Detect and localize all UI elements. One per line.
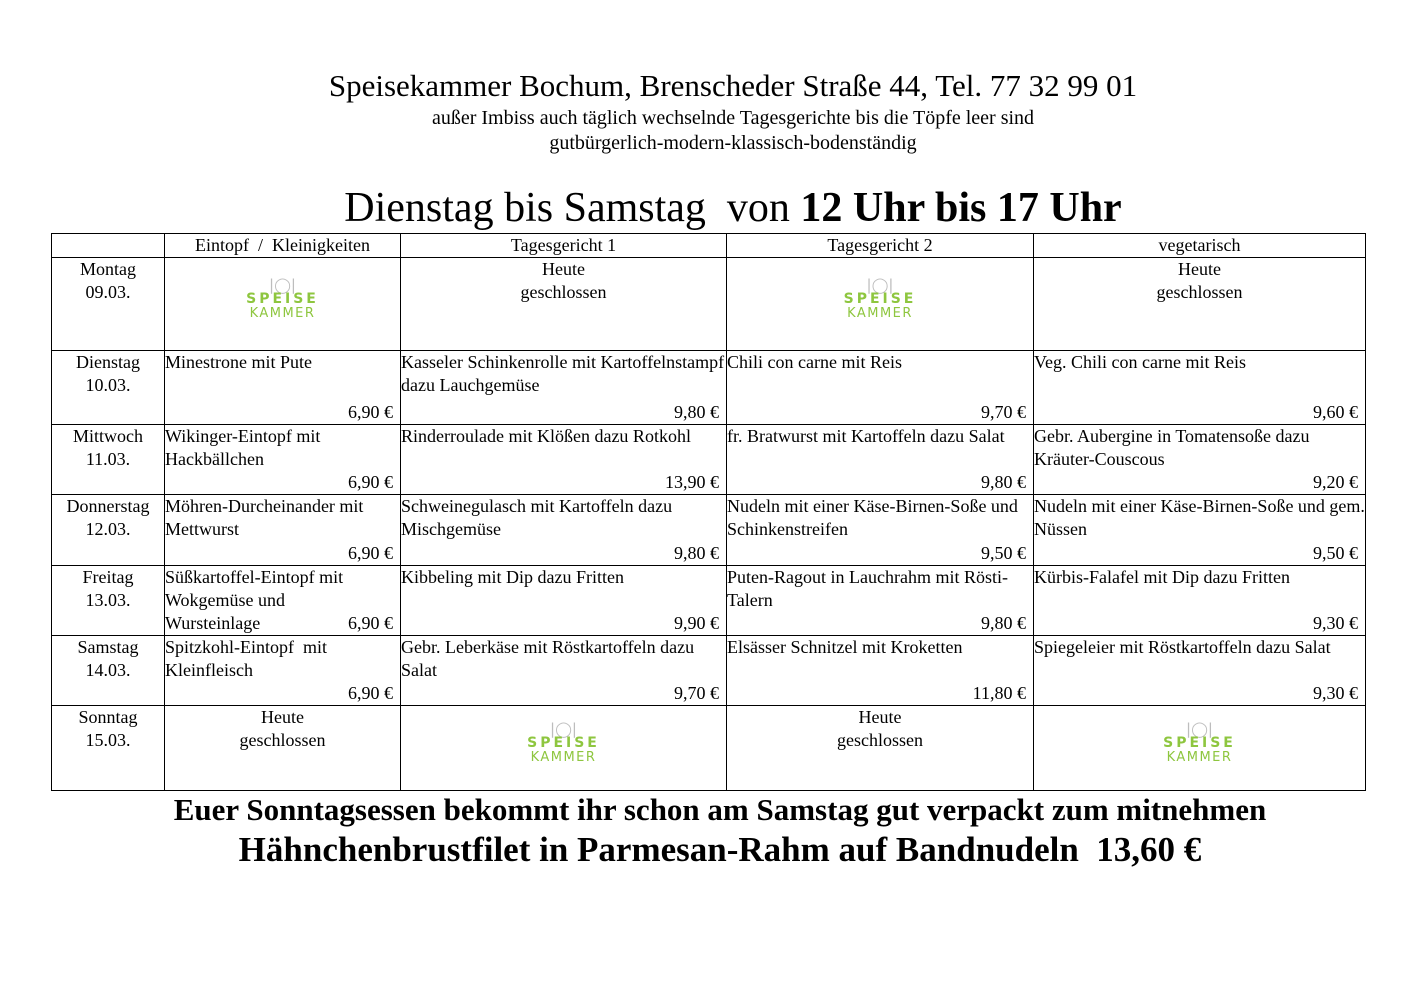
speisekammer-logo: |◯| SPEISE KAMMER [1163, 720, 1236, 765]
cutlery-icon: |◯| [866, 276, 894, 294]
dish-cell [165, 351, 401, 425]
table-row [52, 636, 1366, 706]
subtitle-1: außer Imbiss auch täglich wechselnde Tagesgerichte bis die Töpfe leer sind [431, 107, 1035, 129]
cutlery-icon: |◯| [269, 276, 296, 294]
dish-text: Kibbeling mit Dip dazu Fritten [401, 567, 624, 587]
day-name: Freitag [82, 567, 134, 587]
dish-price: 9,80 € [674, 543, 719, 563]
dish-text: Schweinegulasch mit Kartoffeln dazu Mischgemüse [401, 496, 673, 539]
dish-price: 6,90 € [348, 402, 393, 422]
day-cell [52, 351, 165, 425]
dish-cell [727, 566, 1034, 636]
dish-cell [165, 495, 401, 566]
logo-cell [165, 258, 401, 351]
dish-cell [1034, 425, 1366, 495]
menu-table [51, 233, 1366, 791]
dish-cell [401, 425, 727, 495]
day-date: 11.03. [85, 449, 131, 469]
day-date: 13.03. [85, 590, 131, 610]
day-name: Donnerstag [66, 496, 150, 516]
dish-price: 9,70 € [981, 402, 1026, 422]
column-header: vegetarisch [1034, 234, 1366, 258]
dish-price: 6,90 € [348, 543, 393, 563]
table-row [52, 351, 1366, 425]
closed-cell: Heute geschlossen [727, 706, 1034, 791]
day-date: 15.03. [85, 730, 131, 750]
logo-cell [1034, 706, 1366, 791]
day-date: 14.03. [85, 660, 131, 680]
dish-cell [165, 425, 401, 495]
dish-text: Spiegeleier mit Röstkartoffeln dazu Salat [1034, 637, 1331, 657]
sunday-notice: Euer Sonntagsessen bekommt ihr schon am Samstag gut verpackt zum mitnehmen [173, 792, 1267, 827]
dish-text: Kürbis-Falafel mit Dip dazu Fritten [1034, 567, 1290, 587]
day-date: 12.03. [85, 519, 131, 539]
dish-text: Nudeln mit einer Käse-Birnen-Soße und Schinkenstreifen [727, 496, 1018, 539]
dish-price: 9,80 € [674, 402, 719, 422]
dish-text: Spitzkohl-Eintopf mit Kleinfleisch [165, 637, 332, 680]
day-name: Mittwoch [73, 426, 143, 446]
dish-price: 9,30 € [1313, 683, 1358, 703]
dish-price: 9,50 € [1313, 543, 1358, 563]
day-cell [52, 706, 165, 791]
speisekammer-logo: |◯| SPEISE KAMMER [527, 720, 600, 765]
dish-text: Kasseler Schinkenrolle mit Kartoffelnstampf dazu Lauchgemüse [401, 352, 725, 395]
dish-cell [165, 636, 401, 706]
table-row [52, 706, 1366, 791]
column-header: Eintopf / Kleinigkeiten [165, 234, 401, 258]
page-title: Speisekammer Bochum, Brenscheder Straße 44, Tel. 77 32 99 01 [328, 68, 1138, 103]
dish-text: Elsässer Schnitzel mit Kroketten [727, 637, 963, 657]
dish-text: Nudeln mit einer Käse-Birnen-Soße und gem. Nüssen [1034, 496, 1365, 539]
cutlery-icon: |◯| [550, 720, 577, 738]
dish-text: Wikinger-Eintopf mit Hackbällchen [165, 426, 321, 469]
dish-cell [1034, 495, 1366, 566]
dish-text: Rinderroulade mit Klößen dazu Rotkohl [401, 426, 691, 446]
dish-price: 9,90 € [674, 613, 719, 633]
dish-cell [1034, 636, 1366, 706]
day-cell [52, 495, 165, 566]
opening-hours-prefix: Dienstag bis Samstag von [344, 185, 801, 231]
day-name: Montag [80, 259, 136, 279]
day-date: 10.03. [85, 375, 131, 395]
dish-cell [401, 351, 727, 425]
dish-price: 9,20 € [1313, 472, 1358, 492]
dish-text: Minestrone mit Pute [165, 352, 312, 372]
table-row [52, 495, 1366, 566]
day-cell [52, 566, 165, 636]
dish-text: Puten-Ragout in Lauchrahm mit Rösti-Talern [727, 567, 1008, 610]
dish-cell [727, 495, 1034, 566]
dish-price: 13,90 € [665, 472, 719, 492]
column-header: Tagesgericht 2 [727, 234, 1034, 258]
day-cell [52, 636, 165, 706]
day-name: Dienstag [76, 352, 140, 372]
subtitle-2: gutbürgerlich-modern-klassisch-bodenständig [549, 132, 917, 154]
dish-cell [401, 495, 727, 566]
sunday-dish: Hähnchenbrustfilet in Parmesan-Rahm auf Bandnudeln 13,60 € [238, 830, 1202, 869]
dish-text: Möhren-Durcheinander mit Mettwurst [165, 496, 364, 539]
dish-cell [1034, 566, 1366, 636]
closed-cell: Heute geschlossen [1034, 258, 1366, 351]
dish-cell [727, 425, 1034, 495]
table-row [52, 258, 1366, 351]
dish-text: Chili con carne mit Reis [727, 352, 902, 372]
day-date: 09.03. [85, 282, 131, 302]
dish-text: Gebr. Aubergine in Tomatensoße dazu Kräuter-Couscous [1034, 426, 1310, 469]
speisekammer-logo: |◯| SPEISE KAMMER [843, 276, 917, 321]
dish-price: 11,80 € [972, 683, 1026, 703]
dish-price: 6,90 € [348, 613, 393, 633]
dish-price: 9,70 € [674, 683, 719, 703]
day-cell [52, 258, 165, 351]
dish-cell [727, 636, 1034, 706]
dish-price: 6,90 € [348, 683, 393, 703]
logo-cell [401, 706, 727, 791]
dish-cell [401, 636, 727, 706]
dish-cell [1034, 351, 1366, 425]
dish-cell [401, 566, 727, 636]
day-name: Sonntag [78, 707, 138, 727]
speisekammer-logo: |◯| SPEISE KAMMER [246, 276, 319, 321]
dish-cell [727, 351, 1034, 425]
cutlery-icon: |◯| [1186, 720, 1213, 738]
dish-price: 9,30 € [1313, 613, 1358, 633]
dish-text: Veg. Chili con carne mit Reis [1034, 352, 1246, 372]
dish-text: Gebr. Leberkäse mit Röstkartoffeln dazu Salat [401, 637, 695, 680]
dish-price: 9,50 € [981, 543, 1026, 563]
dish-text: Süßkartoffel-Eintopf mit Wokgemüse und Wursteinlage [165, 567, 344, 633]
dish-price: 9,60 € [1313, 402, 1358, 422]
dish-cell [165, 566, 401, 636]
table-row [52, 425, 1366, 495]
dish-text: fr. Bratwurst mit Kartoffeln dazu Salat [727, 426, 1005, 446]
header-row [52, 234, 1366, 258]
opening-hours-time: 12 Uhr bis 17 Uhr [800, 185, 1122, 231]
day-name: Samstag [77, 637, 139, 657]
closed-cell: Heute geschlossen [401, 258, 727, 351]
column-header: Tagesgericht 1 [401, 234, 727, 258]
opening-hours [31, 184, 1404, 232]
corner-cell [52, 234, 165, 258]
dish-price: 9,80 € [981, 472, 1026, 492]
closed-cell: Heute geschlossen [165, 706, 401, 791]
day-cell [52, 425, 165, 495]
logo-cell [727, 258, 1034, 351]
table-row [52, 566, 1366, 636]
dish-price: 6,90 € [348, 472, 393, 492]
dish-price: 9,80 € [981, 613, 1026, 633]
